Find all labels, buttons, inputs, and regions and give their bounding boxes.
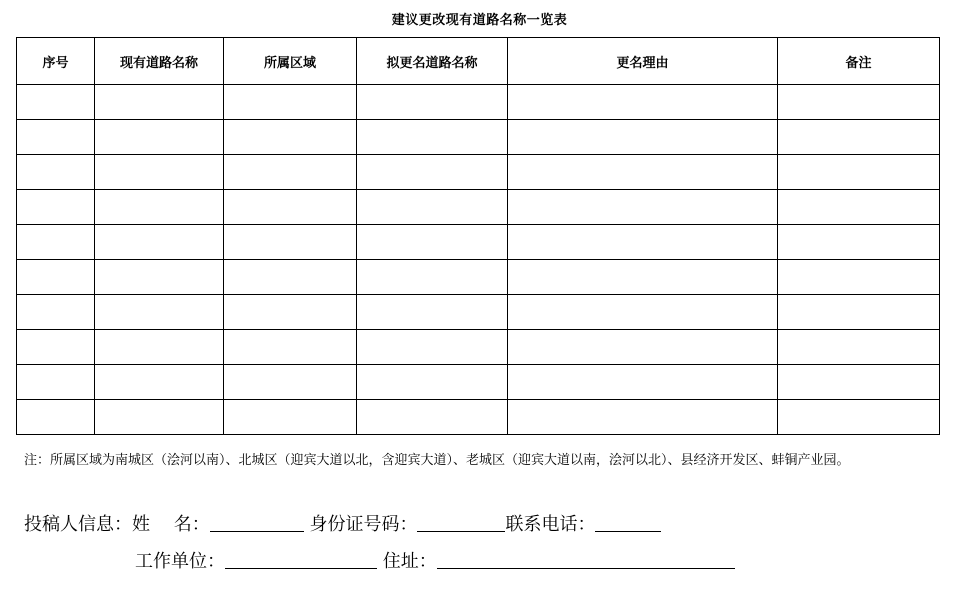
- contributor-info-line-2: [135, 547, 735, 573]
- table-cell[interactable]: [778, 85, 940, 120]
- table-cell[interactable]: [224, 365, 357, 400]
- table-row: [17, 190, 940, 225]
- address-blank[interactable]: [437, 550, 735, 569]
- table-row: [17, 120, 940, 155]
- table-row: [17, 260, 940, 295]
- address-label: 住址：: [382, 551, 437, 572]
- table-cell[interactable]: [357, 400, 508, 435]
- table-cell[interactable]: [95, 225, 224, 260]
- table-cell[interactable]: [508, 260, 778, 295]
- table-cell[interactable]: [508, 400, 778, 435]
- table-cell[interactable]: [95, 85, 224, 120]
- table-cell[interactable]: [95, 260, 224, 295]
- table-cell[interactable]: [95, 295, 224, 330]
- name-blank[interactable]: [210, 513, 304, 532]
- table-cell[interactable]: [778, 155, 940, 190]
- table-row: [17, 295, 940, 330]
- table-cell[interactable]: [778, 330, 940, 365]
- table-cell[interactable]: [95, 330, 224, 365]
- phone-label: 联系电话：: [505, 514, 596, 535]
- table-cell[interactable]: [357, 365, 508, 400]
- table-cell[interactable]: [508, 365, 778, 400]
- table-cell[interactable]: [17, 225, 95, 260]
- id-number-label: 身份证号码：: [309, 514, 418, 535]
- table-cell[interactable]: [17, 190, 95, 225]
- table-row: [17, 225, 940, 260]
- table-cell[interactable]: [508, 295, 778, 330]
- table-header-row: [17, 38, 940, 85]
- area-note: 注：所属区域为南城区（浍河以南）、北城区（迎宾大道以北，含迎宾大道）、老城区（迎宾大道以南，浍河以北）、县经济开发区、蚌铜产业园。: [24, 453, 850, 468]
- contributor-lead-label: 投稿人信息：: [24, 514, 132, 535]
- table-cell[interactable]: [224, 85, 357, 120]
- table-cell[interactable]: [357, 120, 508, 155]
- workplace-label: 工作单位：: [135, 551, 225, 572]
- table-cell[interactable]: [778, 400, 940, 435]
- workplace-blank[interactable]: [225, 550, 377, 569]
- table-row: [17, 85, 940, 120]
- table-cell[interactable]: [778, 260, 940, 295]
- table-cell[interactable]: [508, 120, 778, 155]
- header-reason: 更名理由: [508, 38, 778, 85]
- table-cell[interactable]: [224, 190, 357, 225]
- table-cell[interactable]: [508, 225, 778, 260]
- road-name-table: [16, 37, 940, 435]
- table-cell[interactable]: [95, 120, 224, 155]
- table-cell[interactable]: [95, 365, 224, 400]
- table-cell[interactable]: [17, 400, 95, 435]
- header-area: 所属区域: [224, 38, 357, 85]
- table-cell[interactable]: [357, 225, 508, 260]
- table-cell[interactable]: [778, 190, 940, 225]
- table-cell[interactable]: [95, 400, 224, 435]
- header-current-road-name: 现有道路名称: [95, 38, 224, 85]
- table-cell[interactable]: [17, 365, 95, 400]
- table-cell[interactable]: [778, 365, 940, 400]
- table-cell[interactable]: [357, 260, 508, 295]
- table-cell[interactable]: [778, 120, 940, 155]
- table-cell[interactable]: [224, 400, 357, 435]
- table-row: [17, 400, 940, 435]
- table-cell[interactable]: [357, 85, 508, 120]
- table-row: [17, 155, 940, 190]
- document-title: 建议更改现有道路名称一览表: [391, 13, 568, 28]
- table-cell[interactable]: [17, 330, 95, 365]
- table-cell[interactable]: [17, 260, 95, 295]
- table-cell[interactable]: [17, 120, 95, 155]
- table-cell[interactable]: [508, 190, 778, 225]
- table-cell[interactable]: [95, 155, 224, 190]
- table-cell[interactable]: [224, 260, 357, 295]
- table-row: [17, 365, 940, 400]
- table-cell[interactable]: [224, 330, 357, 365]
- header-seq: 序号: [17, 38, 95, 85]
- table-cell[interactable]: [778, 225, 940, 260]
- table-cell[interactable]: [778, 295, 940, 330]
- table-cell[interactable]: [357, 330, 508, 365]
- header-proposed-road-name: 拟更名道路名称: [357, 38, 508, 85]
- table-cell[interactable]: [357, 155, 508, 190]
- table-cell[interactable]: [17, 155, 95, 190]
- table-cell[interactable]: [224, 225, 357, 260]
- table-cell[interactable]: [224, 155, 357, 190]
- table-cell[interactable]: [508, 155, 778, 190]
- table-body: [17, 85, 940, 435]
- table-cell[interactable]: [17, 85, 95, 120]
- table-cell[interactable]: [357, 295, 508, 330]
- table-cell[interactable]: [224, 120, 357, 155]
- header-remarks: 备注: [778, 38, 940, 85]
- table-cell[interactable]: [508, 330, 778, 365]
- table-cell[interactable]: [17, 295, 95, 330]
- name-label: 姓 名：: [132, 514, 210, 535]
- table-cell[interactable]: [508, 85, 778, 120]
- phone-blank[interactable]: [595, 513, 661, 532]
- id-number-blank[interactable]: [417, 513, 505, 532]
- table-cell[interactable]: [357, 190, 508, 225]
- table-cell[interactable]: [95, 190, 224, 225]
- table-cell[interactable]: [224, 295, 357, 330]
- table-row: [17, 330, 940, 365]
- contributor-info-line-1: [24, 510, 661, 536]
